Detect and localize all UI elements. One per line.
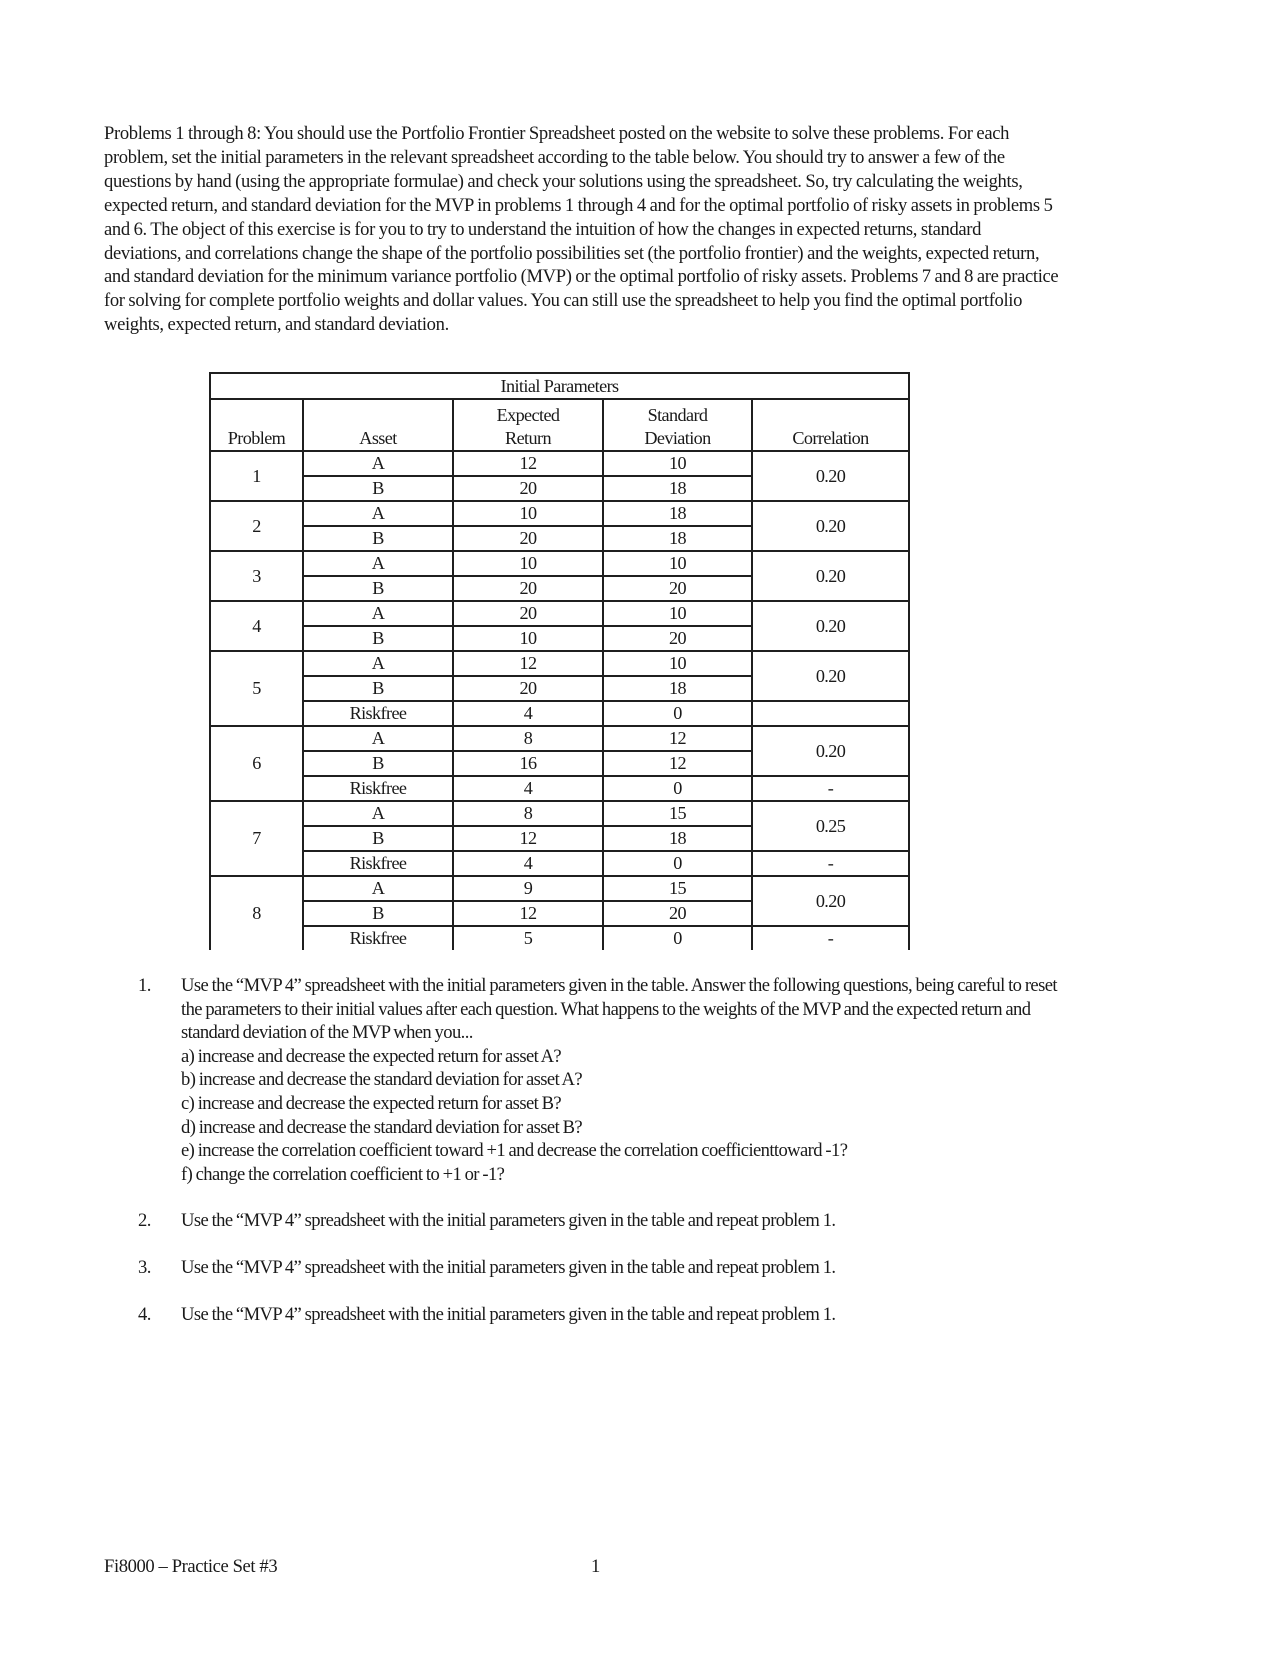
return-cell: 12 bbox=[453, 451, 603, 476]
question-text: Use the “MVP 4” spreadsheet with the initial parameters given in the table and repeat problem 1. bbox=[181, 1303, 836, 1325]
correlation-cell bbox=[752, 701, 909, 726]
table-title: Initial Parameters bbox=[210, 373, 909, 399]
question-text: Use the “MVP 4” spreadsheet with the initial parameters given in the table and repeat problem 1. bbox=[181, 1210, 836, 1232]
sd-cell: 20 bbox=[603, 626, 752, 651]
table-row bbox=[210, 851, 909, 876]
table-row bbox=[210, 776, 909, 801]
asset-cell: B bbox=[303, 901, 453, 926]
question-1 bbox=[138, 974, 1068, 1186]
subquestion-f: f) change the correlation coefficient to +1 or -1? bbox=[181, 1163, 505, 1185]
table-row bbox=[210, 601, 909, 626]
problem-number: 4 bbox=[210, 601, 303, 651]
table-row bbox=[210, 726, 909, 751]
return-cell: 20 bbox=[453, 676, 603, 701]
sd-cell: 20 bbox=[603, 901, 752, 926]
asset-cell: Riskfree bbox=[303, 926, 453, 950]
return-cell: 10 bbox=[453, 501, 603, 526]
question-number: 1. bbox=[138, 975, 151, 996]
table-row bbox=[210, 451, 909, 476]
correlation-cell: 0.20 bbox=[752, 501, 909, 551]
sd-cell: 12 bbox=[603, 751, 752, 776]
question-list bbox=[138, 974, 1068, 1326]
correlation-cell: 0.20 bbox=[752, 551, 909, 601]
sd-cell: 10 bbox=[603, 601, 752, 626]
asset-cell: A bbox=[303, 876, 453, 901]
asset-cell: A bbox=[303, 501, 453, 526]
return-cell: 8 bbox=[453, 801, 603, 826]
table-row bbox=[210, 501, 909, 526]
problem-number: 1 bbox=[210, 451, 303, 501]
table-row bbox=[210, 651, 909, 676]
correlation-cell: 0.20 bbox=[752, 601, 909, 651]
asset-cell: B bbox=[303, 626, 453, 651]
return-cell: 12 bbox=[453, 651, 603, 676]
return-cell: 20 bbox=[453, 601, 603, 626]
asset-cell: A bbox=[303, 801, 453, 826]
asset-cell: B bbox=[303, 476, 453, 501]
sd-cell: 0 bbox=[603, 926, 752, 950]
sd-cell: 0 bbox=[603, 851, 752, 876]
sd-cell: 10 bbox=[603, 451, 752, 476]
header-correlation: Correlation bbox=[752, 399, 909, 451]
return-cell: 10 bbox=[453, 626, 603, 651]
problem-number: 6 bbox=[210, 726, 303, 801]
asset-cell: Riskfree bbox=[303, 851, 453, 876]
sd-cell: 15 bbox=[603, 876, 752, 901]
header-standard-deviation: Standard Deviation bbox=[603, 399, 752, 451]
sd-cell: 18 bbox=[603, 476, 752, 501]
problem-number: 7 bbox=[210, 801, 303, 876]
subquestion-c: c) increase and decrease the expected return for asset B? bbox=[181, 1092, 562, 1114]
sd-cell: 10 bbox=[603, 651, 752, 676]
subquestion-b: b) increase and decrease the standard deviation for asset A? bbox=[181, 1069, 583, 1091]
return-cell: 20 bbox=[453, 576, 603, 601]
sd-cell: 10 bbox=[603, 551, 752, 576]
table-row bbox=[210, 876, 909, 901]
asset-cell: A bbox=[303, 726, 453, 751]
return-cell: 9 bbox=[453, 876, 603, 901]
return-cell: 5 bbox=[453, 926, 603, 950]
header-problem: Problem bbox=[210, 399, 303, 451]
sd-cell: 18 bbox=[603, 501, 752, 526]
question-2 bbox=[138, 1209, 1068, 1233]
asset-cell: A bbox=[303, 551, 453, 576]
subquestion-d: d) increase and decrease the standard deviation for asset B? bbox=[181, 1116, 583, 1138]
question-text: Use the “MVP 4” spreadsheet with the initial parameters given in the table and repeat problem 1. bbox=[181, 1256, 836, 1278]
table-row bbox=[210, 701, 909, 726]
correlation-cell: 0.20 bbox=[752, 651, 909, 701]
sd-cell: 18 bbox=[603, 676, 752, 701]
return-cell: 10 bbox=[453, 551, 603, 576]
question-number: 3. bbox=[138, 1256, 151, 1278]
asset-cell: A bbox=[303, 651, 453, 676]
intro-paragraph: Problems 1 through 8: You should use the Portfolio Frontier Spreadsheet posted on the website to solve these problems. For each problem, set the initial parameters in the relevant spreadsheet according to the table below. You should try to answer a few of the questions by hand (using the appropriate formulae) and check your solutions using the spreadsheet. So, try calculating the weights, expected return, and standard deviation for the MVP in problems 1 through 4 and for the optimal portfolio of risky assets in problems 5 and 6. The object of this exercise is for you to try to understand the intuition of how the changes in expected returns, standard deviations, and correlations change the shape of the portfolio possibilities set (the portfolio frontier) and the weights, expected return, and standard deviation for the minimum variance portfolio (MVP) or the optimal portfolio of risky assets. Problems 7 and 8 are practice for solving for complete portfolio weights and dollar values. You can still use the spreadsheet to help you find the optimal portfolio weights, expected return, and standard deviation. bbox=[104, 123, 1059, 336]
asset-cell: A bbox=[303, 601, 453, 626]
question-4 bbox=[138, 1303, 1068, 1327]
return-cell: 20 bbox=[453, 476, 603, 501]
return-cell: 8 bbox=[453, 726, 603, 751]
footer-course-title: Fi8000 – Practice Set #3 bbox=[104, 1556, 278, 1577]
return-cell: 4 bbox=[453, 851, 603, 876]
asset-cell: A bbox=[303, 451, 453, 476]
table-row bbox=[210, 926, 909, 950]
asset-cell: B bbox=[303, 526, 453, 551]
problem-number: 8 bbox=[210, 876, 303, 950]
sd-cell: 0 bbox=[603, 701, 752, 726]
header-asset: Asset bbox=[303, 399, 453, 451]
sd-cell: 18 bbox=[603, 526, 752, 551]
initial-parameters-table bbox=[209, 372, 910, 950]
return-cell: 20 bbox=[453, 526, 603, 551]
subquestion-e: e) increase the correlation coefficient toward +1 and decrease the correlation coefficienttoward -1? bbox=[181, 1140, 848, 1162]
asset-cell: B bbox=[303, 676, 453, 701]
question-text: Use the “MVP 4” spreadsheet with the initial parameters given in the table. Answer the following questions, being careful to reset the parameters to their initial values after each question. What happens to the weights of the MVP and the expected return and standard deviation of the MVP when you... bbox=[181, 975, 1057, 1044]
asset-cell: B bbox=[303, 576, 453, 601]
table-header-row bbox=[210, 399, 909, 451]
return-cell: 4 bbox=[453, 776, 603, 801]
problem-number: 5 bbox=[210, 651, 303, 726]
return-cell: 4 bbox=[453, 701, 603, 726]
return-cell: 12 bbox=[453, 901, 603, 926]
correlation-cell: 0.25 bbox=[752, 801, 909, 851]
correlation-cell: - bbox=[752, 926, 909, 950]
correlation-cell: - bbox=[752, 776, 909, 801]
correlation-cell: 0.20 bbox=[752, 726, 909, 776]
return-cell: 16 bbox=[453, 751, 603, 776]
correlation-cell: - bbox=[752, 851, 909, 876]
correlation-cell: 0.20 bbox=[752, 876, 909, 926]
question-number: 2. bbox=[138, 1210, 151, 1232]
problem-number: 2 bbox=[210, 501, 303, 551]
table-row bbox=[210, 551, 909, 576]
asset-cell: Riskfree bbox=[303, 701, 453, 726]
sd-cell: 18 bbox=[603, 826, 752, 851]
asset-cell: B bbox=[303, 826, 453, 851]
problem-number: 3 bbox=[210, 551, 303, 601]
question-number: 4. bbox=[138, 1303, 151, 1325]
footer-page-number: 1 bbox=[591, 1556, 601, 1577]
sd-cell: 20 bbox=[603, 576, 752, 601]
sd-cell: 0 bbox=[603, 776, 752, 801]
header-expected-return: Expected Return bbox=[453, 399, 603, 451]
asset-cell: B bbox=[303, 751, 453, 776]
question-3 bbox=[138, 1256, 1068, 1280]
sd-cell: 15 bbox=[603, 801, 752, 826]
return-cell: 12 bbox=[453, 826, 603, 851]
subquestion-a: a) increase and decrease the expected return for asset A? bbox=[181, 1045, 562, 1067]
sd-cell: 12 bbox=[603, 726, 752, 751]
correlation-cell: 0.20 bbox=[752, 451, 909, 501]
table-row bbox=[210, 801, 909, 826]
asset-cell: Riskfree bbox=[303, 776, 453, 801]
